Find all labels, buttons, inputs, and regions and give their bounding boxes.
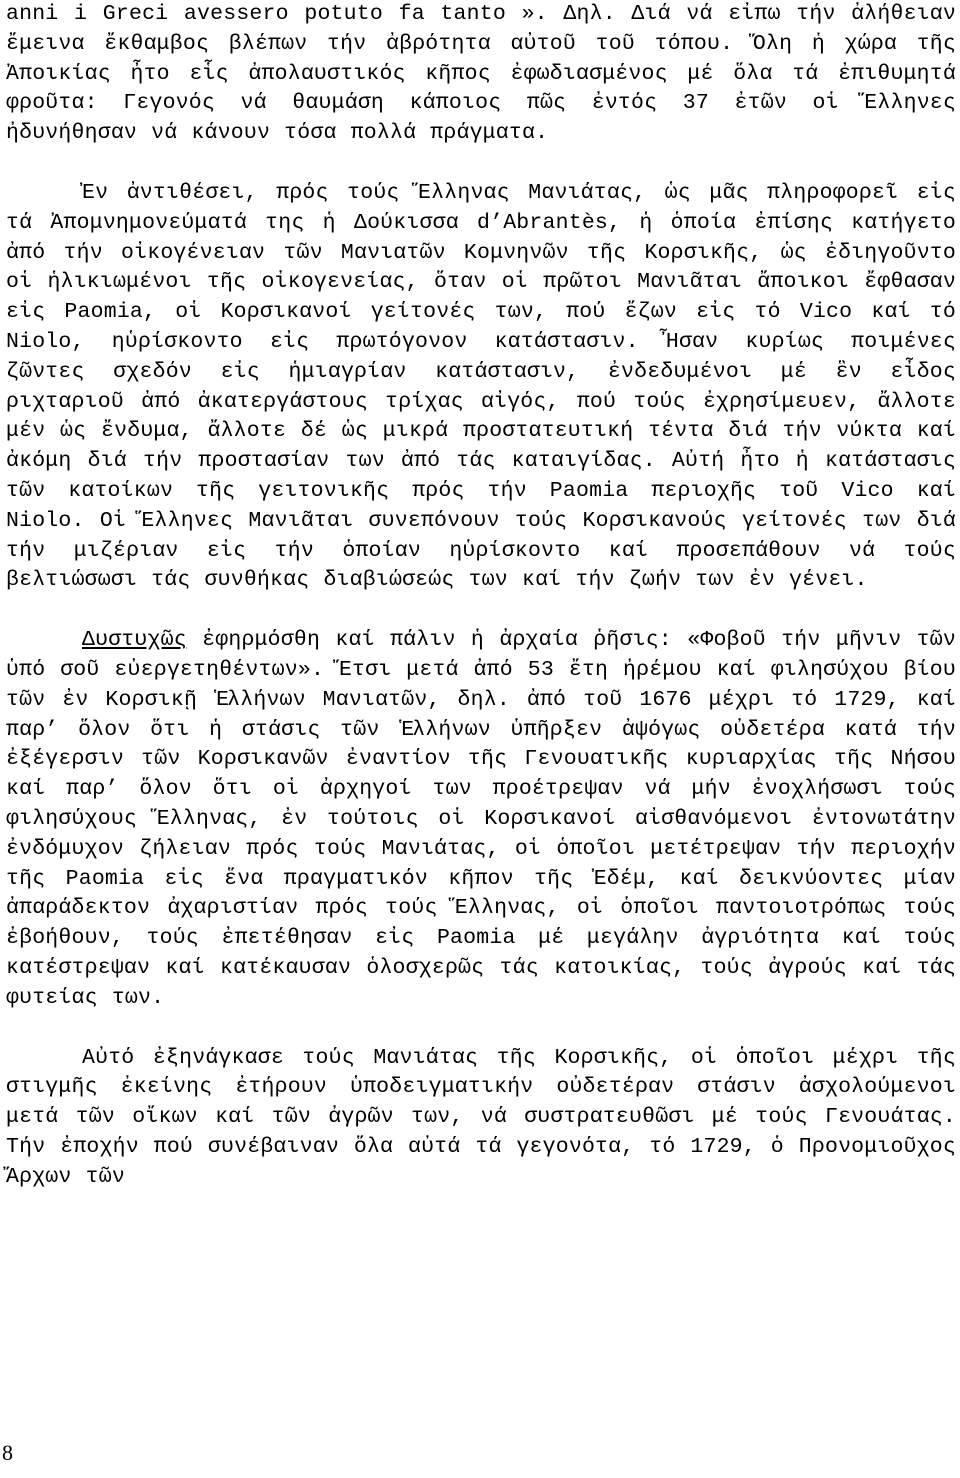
paragraph-gap — [6, 149, 956, 179]
paragraph-3-body: ἐφηρμόσθη καί πάλιν ἡ ἀρχαία ῥῆσις: «Φοβοῦ τήν μῆνιν τῶν ὑπό σοῦ εὐεργετηθέντων». Ἔτσι μετά ἀπό 53 ἔτη ἠρέμου καί φιλησύχου βίου τῶν ἐν Κορσικῇ Ἑλλήνων Μανιατῶν, δηλ. ἀπό τοῦ 1676 μέχρι τό 1729, καί παρ’ ὅλον ὅτι ἡ στάσις τῶν Ἑλλήνων ὑπῆρξεν ἀψόγως οὐδετέρα κατά τήν ἐξέγερσιν τῶν Κορσικανῶν ἐναντίον τῆς Γενουατικῆς κυριαρχίας τῆς Νήσου καί παρ’ ὅλον ὅτι οἱ ἀρχηγοί των προέτρεψαν νά μήν ἐνοχλήσωσι τούς φιλησύχους Ἕλληνας, ἐν τούτοις οἱ Κορσικανοί αἰσθανόμενοι ἐντονωτάτην ἐνδόμυχον ζήλειαν πρός τούς Μανιάτας, οἱ ὁποῖοι μετέτρεψαν τήν περιοχήν τῆς Paomia εἰς ἕνα πραγματικόν κῆπον τῆς Ἐδέμ, καί δεικνύοντες μίαν ἀπαράδεκτον ἀχαριστίαν πρός τούς Ἕλληνας, οἱ ὁποῖοι παντοιοτρόπως τούς ἐβοήθουν, τούς ἐπετέθησαν εἰς Paomia μέ μεγάλην ἀγριότητα καί τούς κατέστρεψαν καί κατέκαυσαν ὁλοσχερῶς τάς κατοικίας, τούς ἀγρούς καί τάς φυτείας των. — [6, 628, 956, 1010]
document-page — [6, 0, 956, 1192]
underlined-lead-word: Δυστυχῶς — [82, 628, 187, 653]
paragraph-3 — [6, 626, 956, 1013]
page-number: 8 — [2, 1440, 13, 1465]
paragraph-gap — [6, 1014, 956, 1044]
paragraph-gap — [6, 596, 956, 626]
paragraph-2: Ἐν ἀντιθέσει, πρός τούς Ἕλληνας Μανιάτας, ὡς μᾶς πληροφορεῖ εἰς τά Ἀπομνημονεύματά της ἡ Δούκισσα d’Abrantès, ἡ ὁποία ἐπίσης κατήγετο ἀπό τήν οἰκογένειαν τῶν Μανιατῶν Κομνηνῶν τῆς Κορσικῆς, ὡς ἐδιηγοῦντο οἱ ἡλικιωμένοι τῆς οἰκογενείας, ὅταν οἱ πρῶτοι Μανιᾶται ἄποικοι ἔφθασαν εἰς Paomia, οἱ Κορσικανοί γείτονές των, πού ἔζων εἰς τό Vico καί τό Niolo, ηὑρίσκοντο εἰς πρωτόγονον κατάστασιν. Ἦσαν κυρίως ποιμένες ζῶντες σχεδόν εἰς ἡμιαγρίαν κατάστασιν, ἐνδεδυμένοι μέ ἓν εἶδος ριχταριοῦ ἀπό ἀκατεργάστους τρίχας αἰγός, πού τούς ἐχρησίμευεν, ἄλλοτε μέν ὡς ἔνδυμα, ἄλλοτε δέ ὡς μικρά προστατευτική τέντα διά τήν νύκτα καί ἀκόμη διά τήν προστασίαν των ἀπό τάς καταιγίδας. Αὐτή ἦτο ἡ κατάστασις τῶν κατοίκων τῆς γειτονικῆς πρός τήν Paomia περιοχῆς τοῦ Vico καί Niolo. Οἱ Ἕλληνες Μανιᾶται συνεπόνουν τούς Κορσικανούς γείτονές των διά τήν μιζέριαν εἰς τήν ὁποίαν ηὑρίσκοντο καί προσεπάθουν νά τούς βελτιώσωσι τάς συνθήκας διαβιώσεώς των καί τήν ζωήν των ἐν γένει. — [6, 180, 956, 593]
paragraph-4: Αὐτό ἐξηνάγκασε τούς Μανιάτας τῆς Κορσικῆς, οἱ ὁποῖοι μέχρι τῆς στιγμῆς ἐκείνης ἐτήρουν ὑποδειγματικήν οὐδετέραν στάσιν ἀσχολούμενοι μετά τῶν οἴκων καί τῶν ἀγρῶν των, νά συστρατευθῶσι μέ τούς Γενουάτας. Τήν ἐποχήν πού συνέβαιναν ὅλα αὐτά τά γεγονότα, τό 1729, ὁ Προνομιοῦχος Ἄρχων τῶν — [6, 1045, 956, 1189]
paragraph-1: anni i Greci avessero potuto fa tanto ». Δηλ. Διά νά εἰπω τήν ἀλήθειαν ἔμεινα ἔκθαμβος βλέπων τήν ἀβρότητα αὐτοῦ τοῦ τόπου. Ὅλη ἡ χώρα τῆς Ἀποικίας ἦτο εἷς ἀπολαυστικός κῆπος ἐφωδιασμένος μέ ὅλα τά ἐπιθυμητά φροῦτα: Γεγονός νά θαυμάση κάποιος πῶς ἐντός 37 ἐτῶν οἱ Ἕλληνες ἠδυνήθησαν νά κάνουν τόσα πολλά πράγματα. — [6, 2, 956, 146]
